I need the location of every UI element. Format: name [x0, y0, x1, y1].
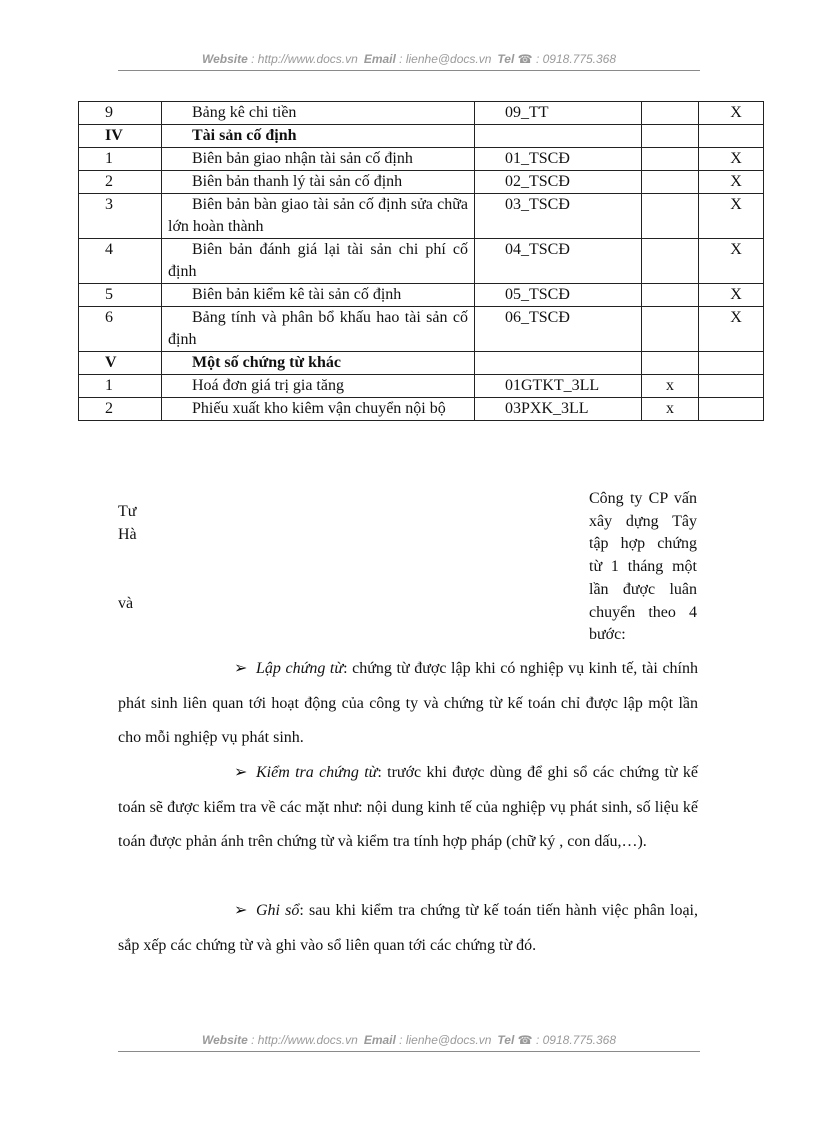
row-mark-optional	[642, 352, 699, 375]
row-number: 2	[79, 171, 162, 194]
table-row	[79, 102, 764, 125]
row-document-name	[162, 148, 475, 171]
row-mark-required: X	[699, 307, 764, 352]
row-mark-required: X	[699, 284, 764, 307]
fragment-left-2: Hà	[118, 526, 137, 543]
table-row	[79, 239, 764, 284]
table-row	[79, 284, 764, 307]
table-section-row	[79, 352, 764, 375]
table-row	[79, 375, 764, 398]
row-document-name-text: Tài sản cố định	[192, 127, 297, 144]
phone-icon: ☎	[517, 1033, 533, 1047]
website-sep: :	[247, 52, 258, 66]
row-code: 09_TT	[475, 102, 642, 125]
row-document-name	[162, 194, 475, 239]
email-sep: :	[395, 1033, 406, 1047]
table-row	[79, 148, 764, 171]
row-number: 1	[79, 148, 162, 171]
row-mark-required: X	[699, 194, 764, 239]
arrow-bullet-icon: ➢	[234, 902, 248, 919]
row-mark-optional	[642, 102, 699, 125]
row-mark-optional	[642, 148, 699, 171]
row-number: 9	[79, 102, 162, 125]
row-document-name-text: Bảng tính và phân bổ khấu hao tài sản cố định	[168, 309, 468, 348]
step-kiem-tra-chung-tu	[118, 756, 698, 860]
tel-label: Tel	[497, 1033, 515, 1047]
email-value[interactable]: lienhe@docs.vn	[405, 1033, 492, 1047]
row-mark-optional	[642, 171, 699, 194]
row-number: 1	[79, 375, 162, 398]
table-row	[79, 307, 764, 352]
row-number: 6	[79, 307, 162, 352]
page-header	[118, 52, 700, 71]
row-code	[475, 125, 642, 148]
row-mark-optional	[642, 125, 699, 148]
step-title: Ghi sổ	[256, 902, 300, 919]
row-mark-optional	[642, 284, 699, 307]
row-document-name-text: Biên bản giao nhận tài sản cố định	[192, 150, 413, 167]
row-document-name	[162, 398, 475, 421]
table-row	[79, 194, 764, 239]
row-code: 04_TSCĐ	[475, 239, 642, 284]
fragment-left-3: và	[118, 595, 134, 612]
row-mark-optional	[642, 307, 699, 352]
row-code: 03PXK_3LL	[475, 398, 642, 421]
table-row	[79, 398, 764, 421]
fragment-right-column	[589, 488, 697, 647]
row-code: 01_TSCĐ	[475, 148, 642, 171]
tel-value: : 0918.775.368	[532, 1033, 617, 1047]
row-mark-required: X	[699, 171, 764, 194]
row-mark-required	[699, 375, 764, 398]
row-document-name-text: Biên bản thanh lý tài sản cố định	[192, 173, 403, 190]
row-document-name-text: Phiếu xuất kho kiêm vận chuyển nội bộ	[192, 400, 446, 417]
arrow-bullet-icon: ➢	[234, 764, 248, 781]
email-sep: :	[395, 52, 406, 66]
step-text: : trước khi được dùng để ghi sổ các chứng từ kế toán sẽ được kiểm tra về các mặt như: nội dung kinh tế của nghiệp vụ phát sinh, số liệu kế toán được phản ánh trên chứng từ và kiểm tra tính hợp pháp (chữ ký , con dấu,…).	[118, 764, 699, 850]
table-row	[79, 171, 764, 194]
row-document-name-text: Biên bản đánh giá lại tài sản chi phí cố định	[168, 241, 468, 280]
row-document-name	[162, 284, 475, 307]
arrow-bullet-icon: ➢	[234, 660, 248, 677]
row-document-name	[162, 375, 475, 398]
row-mark-optional: x	[642, 398, 699, 421]
row-mark-required	[699, 398, 764, 421]
step-ghi-so	[118, 894, 698, 963]
row-document-name	[162, 352, 475, 375]
row-mark-optional	[642, 239, 699, 284]
row-number: 2	[79, 398, 162, 421]
row-mark-required: X	[699, 148, 764, 171]
row-mark-required: X	[699, 239, 764, 284]
fragment-left-1: Tư	[118, 503, 137, 520]
step-text: : sau khi kiểm tra chứng từ kế toán tiến hành việc phân loại, sắp xếp các chứng từ và ghi vào sổ liên quan tới các chứng từ đó.	[118, 902, 698, 954]
fragment-right-text: Công ty CP vấn xây dựng Tây tập hợp chứng từ 1 tháng một lần được luân chuyển theo 4 bước:	[589, 490, 697, 644]
tel-value: : 0918.775.368	[532, 52, 617, 66]
tel-label: Tel	[497, 52, 515, 66]
phone-icon: ☎	[517, 52, 533, 66]
step-text: : chứng từ được lập khi có nghiệp vụ kinh tế, tài chính phát sinh liên quan tới hoạt động của công ty và chứng từ kế toán chỉ được lập một lần cho mỗi nghiệp vụ phát sinh.	[118, 660, 698, 746]
row-document-name-text: Một số chứng từ khác	[192, 354, 341, 371]
row-mark-optional	[642, 194, 699, 239]
row-code: 02_TSCĐ	[475, 171, 642, 194]
row-document-name	[162, 171, 475, 194]
row-mark-required	[699, 125, 764, 148]
step-title: Lập chứng từ	[256, 660, 344, 677]
row-mark-required	[699, 352, 764, 375]
documents-table	[78, 101, 764, 421]
row-number: V	[79, 352, 162, 375]
page-footer	[118, 1033, 700, 1052]
table-section-row	[79, 125, 764, 148]
row-number: IV	[79, 125, 162, 148]
row-document-name-text: Biên bản kiểm kê tài sản cố định	[192, 286, 402, 303]
row-document-name	[162, 239, 475, 284]
row-document-name	[162, 125, 475, 148]
row-code	[475, 352, 642, 375]
row-code: 06_TSCĐ	[475, 307, 642, 352]
row-document-name-text: Bảng kê chi tiền	[192, 104, 297, 121]
website-url[interactable]: http://www.docs.vn	[257, 1033, 358, 1047]
website-url[interactable]: http://www.docs.vn	[257, 52, 358, 66]
website-label: Website	[201, 1033, 248, 1047]
row-number: 5	[79, 284, 162, 307]
step-title: Kiểm tra chứng từ	[256, 764, 378, 781]
row-document-name	[162, 102, 475, 125]
row-document-name	[162, 307, 475, 352]
row-code: 03_TSCĐ	[475, 194, 642, 239]
row-mark-required: X	[699, 102, 764, 125]
row-document-name-text: Biên bản bàn giao tài sản cố định sửa chữa lớn hoàn thành	[168, 196, 468, 235]
row-code: 05_TSCĐ	[475, 284, 642, 307]
website-label: Website	[201, 52, 248, 66]
row-mark-optional: x	[642, 375, 699, 398]
email-value[interactable]: lienhe@docs.vn	[405, 52, 492, 66]
website-sep: :	[247, 1033, 258, 1047]
row-code: 01GTKT_3LL	[475, 375, 642, 398]
row-document-name-text: Hoá đơn giá trị gia tăng	[192, 377, 344, 394]
email-label: Email	[363, 1033, 396, 1047]
row-number: 4	[79, 239, 162, 284]
email-label: Email	[363, 52, 396, 66]
row-number: 3	[79, 194, 162, 239]
step-lap-chung-tu	[118, 652, 698, 756]
